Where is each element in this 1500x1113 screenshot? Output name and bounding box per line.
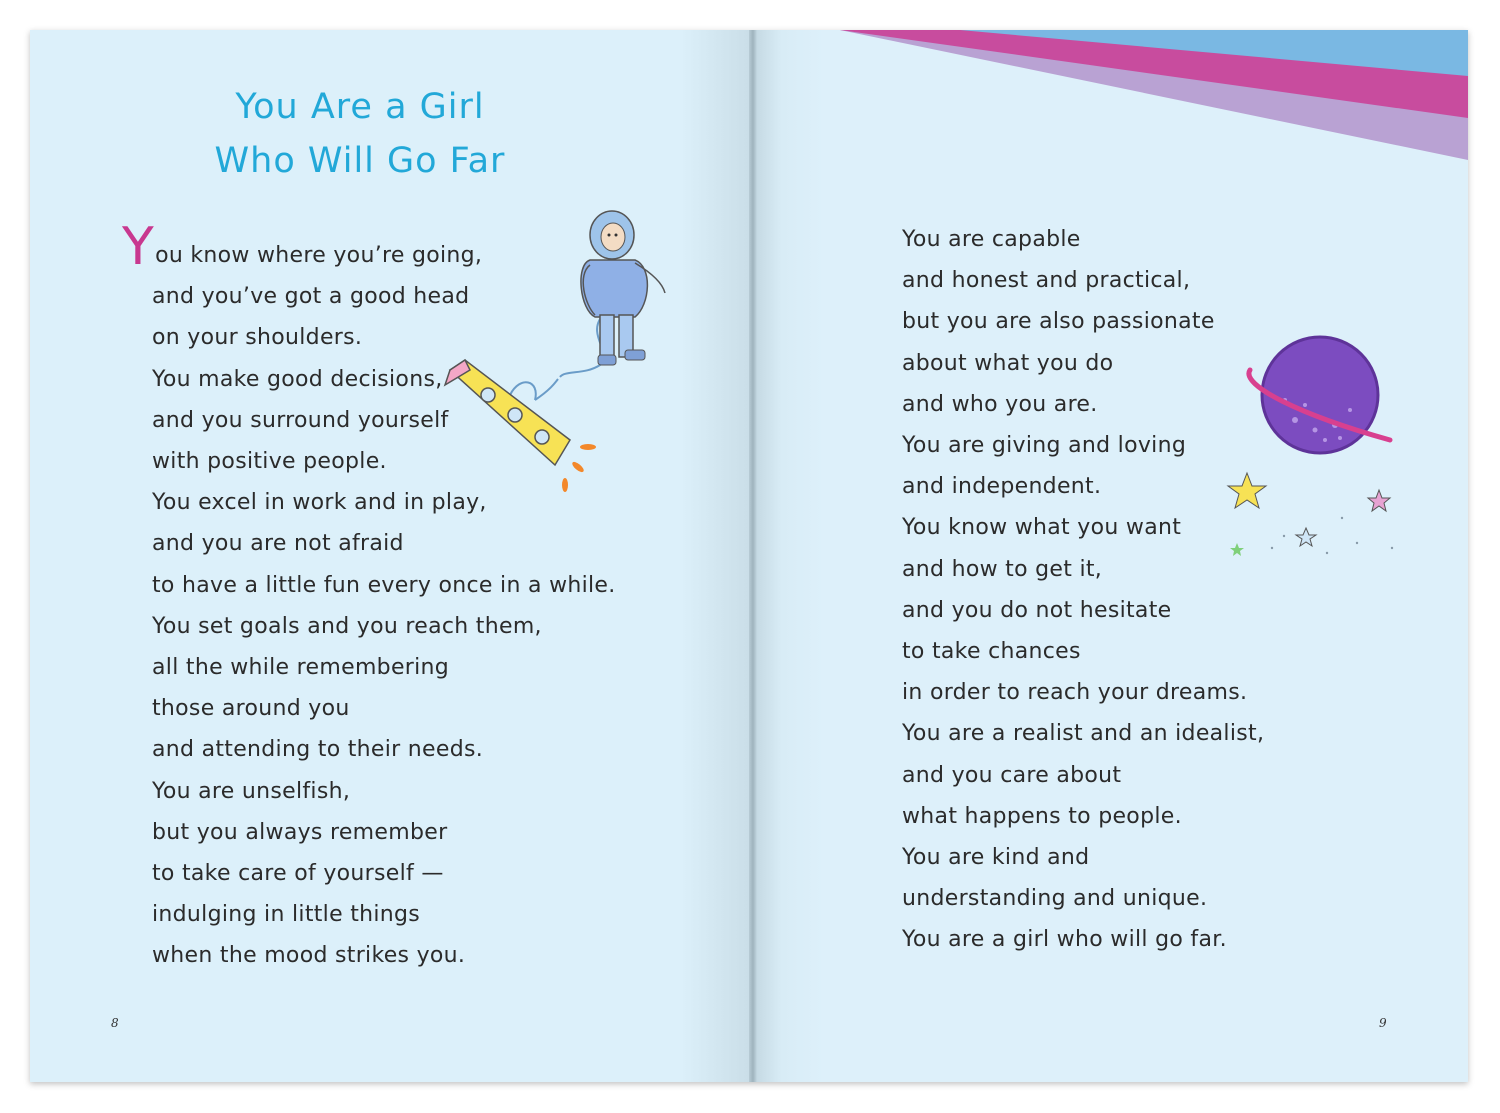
poem-line: but you are also passionate — [902, 309, 1215, 335]
page-number-left: 8 — [111, 1016, 119, 1030]
poem-line: and independent. — [902, 474, 1102, 500]
poem-line: but you always remember — [152, 819, 448, 845]
first-line-text: ou know where you’re going, — [155, 243, 483, 268]
poem-line: You are a girl who will go far. — [902, 927, 1227, 953]
poem-line: and you’ve got a good head — [152, 284, 470, 310]
astronaut-illustration — [545, 205, 685, 380]
poem-line: You are giving and loving — [902, 433, 1187, 459]
poem-line: and you care about — [902, 762, 1122, 788]
poem-line: You know what you want — [902, 515, 1182, 541]
poem-line: and how to get it, — [902, 556, 1103, 582]
poem-line: and you are not afraid — [152, 531, 404, 557]
title-line-2: Who Will Go Far — [214, 141, 506, 181]
poem-line — [122, 217, 616, 277]
poem-line: to have a little fun every once in a while. — [152, 572, 616, 598]
poem-line: You are kind and — [902, 845, 1090, 871]
title-line-1: You Are a Girl — [235, 87, 485, 127]
poem-line: what happens to people. — [902, 803, 1182, 829]
poem-line: and who you are. — [902, 391, 1098, 417]
right-poem-text — [902, 219, 1264, 961]
poem-line: on your shoulders. — [152, 325, 363, 351]
poem-line: with positive people. — [152, 449, 387, 475]
poem-line: to take chances — [902, 639, 1081, 665]
poem-line: in order to reach your dreams. — [902, 680, 1248, 706]
poem-line: and honest and practical, — [902, 268, 1191, 294]
poem-line: all the while remembering — [152, 655, 450, 681]
poem-line: You are unselfish, — [152, 778, 351, 804]
poem-line: You excel in work and in play, — [152, 490, 487, 516]
poem-line: understanding and unique. — [902, 886, 1208, 912]
poem-title — [190, 80, 530, 188]
poem-line: You make good decisions, — [152, 366, 443, 392]
poem-line: You set goals and you reach them, — [152, 613, 542, 639]
poem-line: and you surround yourself — [152, 407, 449, 433]
left-poem-text — [122, 217, 616, 977]
rocket-illustration — [440, 355, 610, 505]
poem-line: You are capable — [902, 227, 1081, 252]
poem-line: and attending to their needs. — [152, 737, 484, 763]
poem-line: and you do not hesitate — [902, 597, 1172, 623]
poem-line: those around you — [152, 696, 350, 722]
poem-line: about what you do — [902, 350, 1114, 376]
poem-line: to take care of yourself — — [152, 861, 444, 887]
poem-line: indulging in little things — [152, 902, 421, 928]
planet-illustration — [1240, 330, 1400, 460]
drop-cap: Y — [122, 217, 155, 277]
poem-line: You are a realist and an idealist, — [902, 721, 1265, 747]
stars-illustration — [1222, 468, 1397, 563]
poem-line: when the mood strikes you. — [152, 943, 466, 969]
page-number-right: 9 — [1379, 1016, 1387, 1030]
